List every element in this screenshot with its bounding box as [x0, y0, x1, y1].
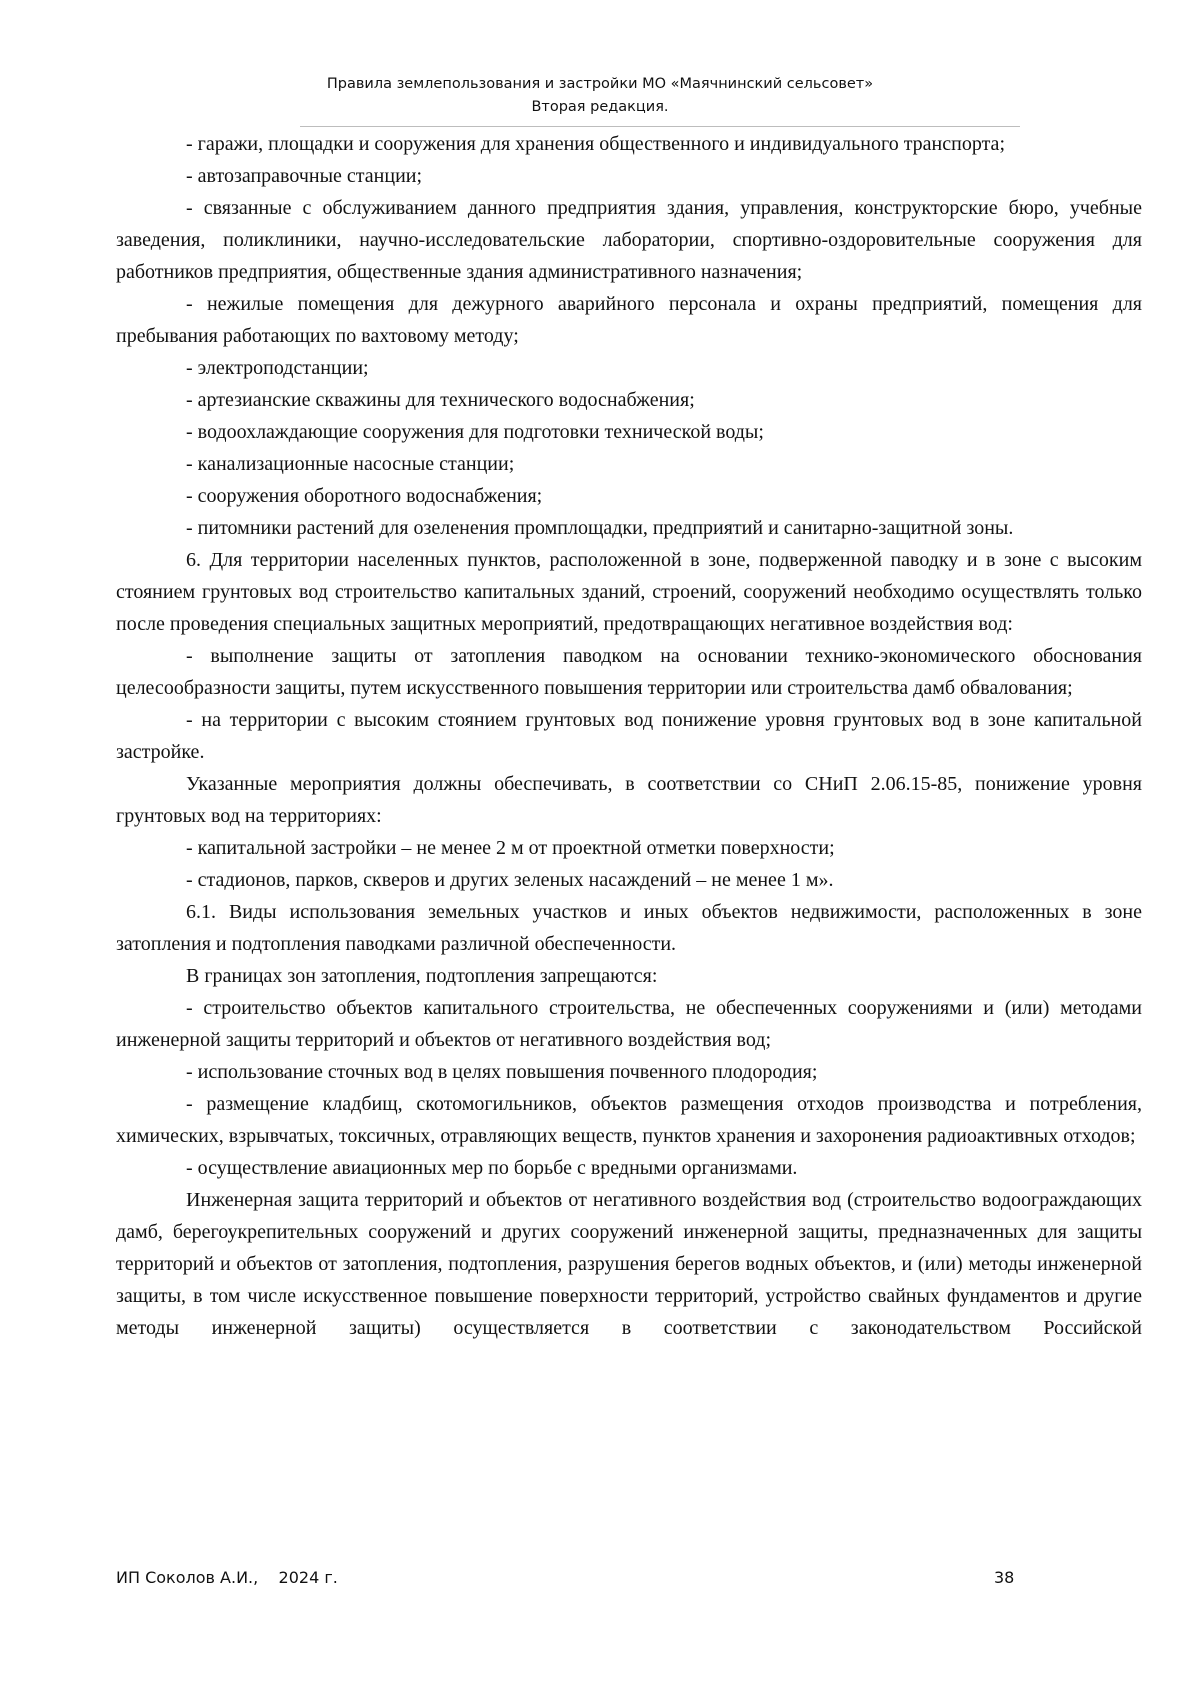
header-edition: Вторая редакция.: [531, 99, 669, 115]
paragraph: - автозаправочные станции;: [186, 165, 423, 187]
paragraph: - канализационные насосные станции;: [186, 453, 515, 475]
paragraph: - капитальной застройки – не менее 2 м от проектной отметки поверхности;: [186, 837, 835, 859]
paragraph: Указанные мероприятия должны обеспечивать, в соответствии со СНиП 2.06.15-85, понижение уровня грунтовых вод на территориях:: [116, 773, 1142, 827]
paragraph: - питомники растений для озеленения промплощадки, предприятий и санитарно-защитной зоны.: [186, 517, 1014, 539]
paragraph: 6.1. Виды использования земельных участков и иных объектов недвижимости, расположенных в зоне затопления и подтопления паводками различной обеспеченности.: [116, 901, 1142, 955]
paragraph: - осуществление авиационных мер по борьбе с вредными организмами.: [186, 1157, 798, 1179]
paragraph: - стадионов, парков, скверов и других зеленых насаждений – не менее 1 м».: [186, 869, 834, 891]
footer-author: ИП Соколов А.И., 2024 г.: [116, 1568, 338, 1587]
paragraph: В границах зон затопления, подтопления запрещаются:: [186, 965, 658, 987]
paragraph: - строительство объектов капитального строительства, не обеспеченных сооружениями и (или) методами инженерной защиты территорий и объектов от негативного воздействия вод;: [116, 997, 1142, 1051]
paragraph: - гаражи, площадки и сооружения для хранения общественного и индивидуального транспорта;: [186, 133, 1005, 155]
paragraph: Инженерная защита территорий и объектов от негативного воздействия вод (строительство водоограждающих дамб, берегоукрепительных сооружений и других сооружений инженерной защиты, предназначенных для защиты территорий и объектов от затопления, подтопления, разрушения берегов водных объектов, и (или) методы инженерной защиты, в том числе искусственное повышение поверхности территорий, устройство свайных фундаментов и другие методы инженерной защиты) осуществляется в соответствии с законодательством Российской: [116, 1189, 1142, 1339]
paragraph: - нежилые помещения для дежурного аварийного персонала и охраны предприятий, помещения для пребывания работающих по вахтовому методу;: [116, 293, 1142, 347]
paragraph: - на территории с высоким стоянием грунтовых вод понижение уровня грунтовых вод в зоне капитальной застройке.: [116, 709, 1142, 763]
paragraph: - сооружения оборотного водоснабжения;: [186, 485, 543, 507]
document-body: [116, 128, 1142, 1344]
paragraph: - использование сточных вод в целях повышения почвенного плодородия;: [186, 1061, 818, 1083]
paragraph: - выполнение защиты от затопления паводком на основании технико-экономического обоснования целесообразности защиты, путем искусственного повышения территории или строительства дамб обвалования;: [116, 645, 1142, 699]
page-header: [0, 73, 1200, 119]
page-number: 38: [994, 1568, 1015, 1587]
paragraph: - артезианские скважины для технического водоснабжения;: [186, 389, 695, 411]
paragraph: - водоохлаждающие сооружения для подготовки технической воды;: [186, 421, 764, 443]
paragraph: - размещение кладбищ, скотомогильников, объектов размещения отходов производства и потребления, химических, взрывчатых, токсичных, отравляющих веществ, пунктов хранения и захоронения радиоактивных отходов;: [116, 1093, 1142, 1147]
paragraph: 6. Для территории населенных пунктов, расположенной в зоне, подверженной паводку и в зоне с высоким стоянием грунтовых вод строительство капитальных зданий, строений, сооружений необходимо осуществлять только после проведения специальных защитных мероприятий, предотвращающих негативное воздействия вод:: [116, 549, 1142, 635]
header-title: Правила землепользования и застройки МО «Маячнинский сельсовет»: [326, 76, 874, 92]
paragraph: - электроподстанции;: [186, 357, 369, 379]
header-divider: [300, 126, 1020, 127]
paragraph: - связанные с обслуживанием данного предприятия здания, управления, конструкторские бюро, учебные заведения, поликлиники, научно-исследовательские лаборатории, спортивно-оздоровительные сооружения для работников предприятия, общественные здания административного назначения;: [116, 197, 1142, 283]
